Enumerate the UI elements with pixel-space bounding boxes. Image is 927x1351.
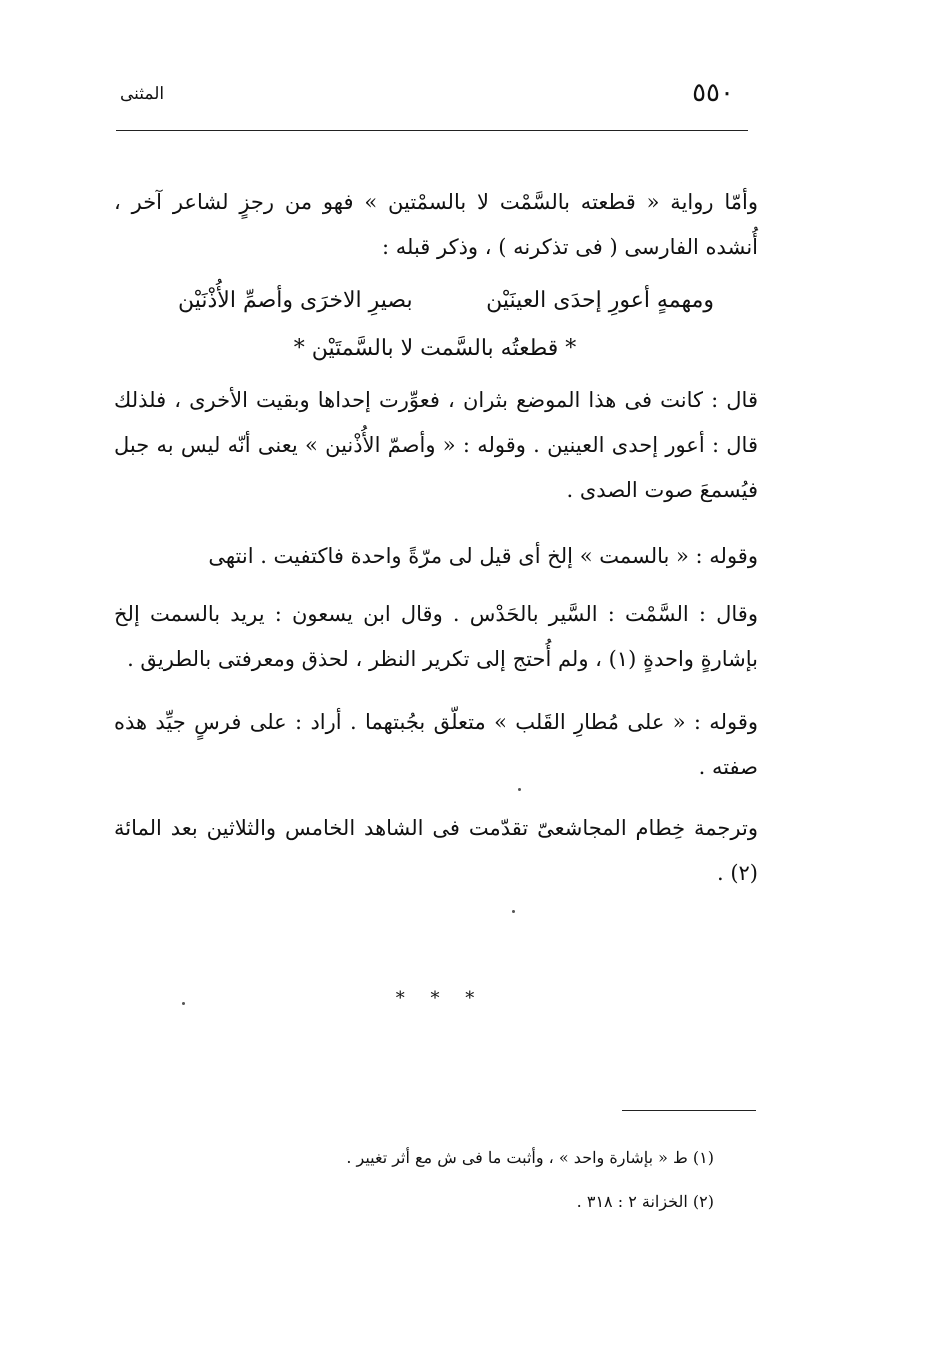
paragraph-bil-samt: وقوله : « بالسمت » إلخ أى قيل لى مرّةً واحدة فاكتفيت . انتهى bbox=[208, 544, 758, 568]
verse-line-2: * قطعتُه بالسَّمت لا بالسَّمتَيْن * bbox=[293, 336, 577, 361]
verse-hemistich-first: ومهمهٍ أعورِ إحدَى العينَيْن bbox=[486, 288, 714, 313]
scan-speck bbox=[512, 910, 515, 913]
verse-line-1 bbox=[120, 278, 750, 324]
footnote-1: (١) ط « بإشارة واحد » ، وأثبت ما فى ش مع أثر تغيير . bbox=[346, 1148, 714, 1167]
section-ornament: * * * bbox=[395, 988, 485, 1009]
paragraph-ibn-yasun: وقال : السَّمْت : السَّير بالحَدْس . وقال ابن يسعون : يريد بالسمت إلخ بإشارةٍ واحدةٍ (١) ، ولم أُحتج إلى تكرير النظر ، لحذق ومعرفتى بالطريق . bbox=[114, 602, 758, 671]
running-head: المثنى bbox=[120, 84, 165, 104]
verse-hemistich-second: بصيرِ الاخرَى وأصمِّ الأُذْنَيْن bbox=[178, 288, 413, 313]
paragraph-riwaya: وأمّا رواية « قطعته بالسَّمْت لا بالسمْتين » فهو من رجزٍ لشاعر آخر ، أُنشده الفارسى ( فى تذكرنه ) ، وذكر قبله : bbox=[114, 190, 758, 259]
page-number: ٥٥٠ bbox=[692, 78, 734, 108]
page-header bbox=[116, 72, 748, 112]
footnote-rule bbox=[622, 1110, 756, 1111]
footnote-2: (٢) الخزانة ٢ : ٣١٨ . bbox=[576, 1192, 714, 1211]
scan-speck bbox=[518, 788, 521, 791]
paragraph-mutar-al-qalb: وقوله : « على مُطارِ القَلب » متعلّق بجُبتهما . أراد : على فرسٍ جيِّد هذه صفته . bbox=[114, 710, 758, 779]
header-rule bbox=[116, 130, 748, 131]
scan-speck bbox=[182, 1002, 185, 1005]
paragraph-commentary: قال : كانت فى هذا الموضع بثران ، فعوِّرت إحداها وبقيت الأخرى ، فلذلك قال : أعور إحدى العينين . وقوله : « وأصمّ الأُذْنين » يعنى أنّه ليس به جبل فيُسمعَ صوت الصدى . bbox=[114, 388, 758, 502]
paragraph-khitam-biography: وترجمة خِطام المجاشعىّ تقدّمت فى الشاهد الخامس والثلاثين بعد المائة (٢) . bbox=[114, 816, 758, 885]
